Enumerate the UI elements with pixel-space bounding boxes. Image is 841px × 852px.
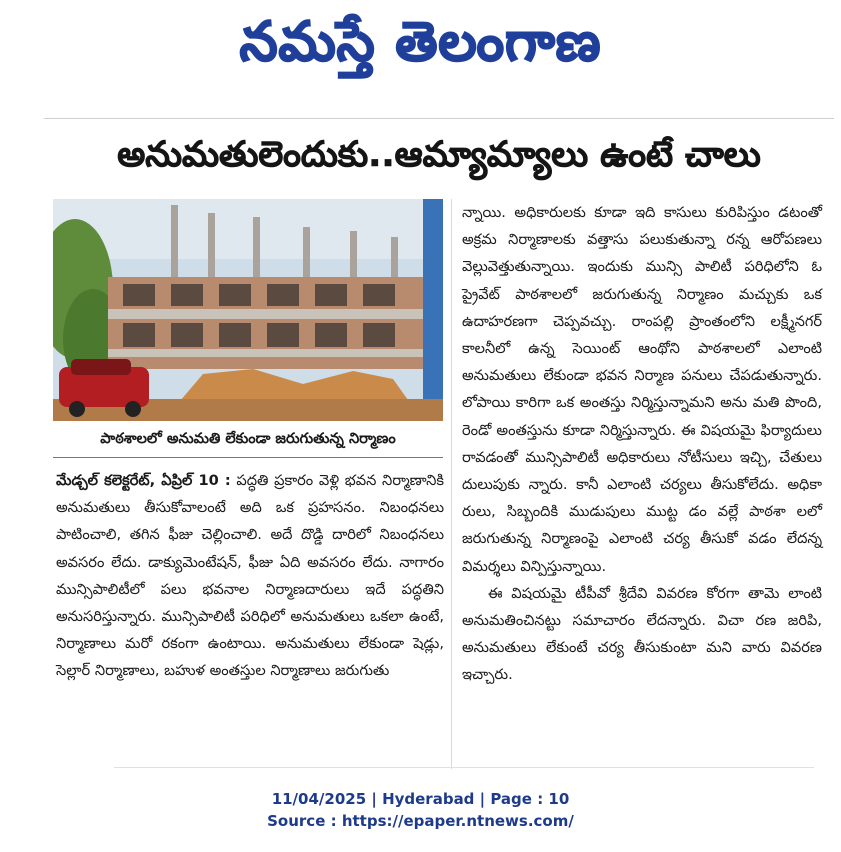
page-footer	[0, 788, 841, 832]
construction-photo-illustration	[53, 199, 443, 421]
masthead	[0, 0, 841, 90]
article-paragraph: న్నాయి. అధికారులకు కూడా ఇది కాసులు కురిపిస్తుం డటంతో అక్రమ నిర్మాణాలకు వత్తాసు పలుకుతున్నా రన్న ఆరోపణలు వెల్లువెత్తుతున్నాయి. ఇందుకు మున్సి పాలిటీ పరిధిలోని ఓ ప్రైవేట్ పాఠశాలలో జరుగుతున్న నిర్మాణం మచ్చుకు ఒక ఉదాహరణగా చెప్పవచ్చు. రాంపల్లి ప్రాంతంలోని లక్ష్మీనగర్ కాలనీలో ఉన్న సెయింట్ ఆంథోని పాఠశాలలో ఎలాంటి అనుమతులు లేకుండా భవన నిర్మాణ పనులు చేపడుతున్నారు. లోపాయి కారిగా ఒక అంతస్తు నిర్మిస్తున్నామని అను మతి పొంది, రెండో అంతస్తును కూడా నిర్మిస్తున్నారు. ఈ విషయమై ఫిర్యాదులు రావడంతో మున్సిపాలిటీ అధికారులు నోటీసులు ఇచ్చి, చేతులు దులుపుకు న్నారు. కానీ ఎలాంటి చర్యలు తీసుకోలేదు. అధికా రులు, సిబ్బందికి ముడుపులు ముట్ట డం వల్లే పాఠశా లలో జరుగుతున్న నిర్మాణంపై ఎలాంటి చర్య తీసుకో వడం లేదన్న విమర్శలు విన్పిస్తున్నాయి.	[462, 204, 822, 575]
column-divider	[451, 199, 452, 769]
article-body-text: పద్ధతి ప్రకారం వెళ్లి భవన నిర్మాణానికి అనుమతులు తీసుకోవాలంటే అది ఒక ప్రహసనం. నిబంధనలు పాటించాలి, తగిన ఫీజు చెల్లించాలి. అదే దొడ్డి దారిలో నిబంధనలు అవసరం లేదు. డాక్యుమెంటేషన్, ఫీజు ఏది అవసరం లేదు. నాగారం మున్సిపాలిటీలో పలు భవనాల నిర్మాణదారులు ఇదే పద్ధతిని అనుసరిస్తున్నారు. మున్సిపాలిటీ పరిధిలో అనుమతులు ఒకలా ఉంటే, నిర్మాణాలు మరో రకంగా ఉంటాయి. అనుమతులు లేకుండా షెడ్లు, సెల్లార్ నిర్మాణాలు, బహుళ అంతస్తుల నిర్మాణాలు జరుగుతు	[56, 472, 445, 680]
photo-caption: పాఠశాలలో అనుమతి లేకుండా జరుగుతున్న నిర్మాణం	[53, 421, 443, 458]
article-column-left	[56, 467, 444, 685]
article-headline: అనుమతులెందుకు..ఆమ్యామ్యాలు ఉంటే చాలు	[117, 135, 761, 175]
edition-info: 11/04/2025 | Hyderabad | Page : 10	[271, 790, 570, 808]
article-paragraph: ఈ విషయమై టీపీవో శ్రీదేవి వివరణ కోరగా తామె లాంటి అనుమతించినట్టు సమాచారం లేదన్నారు. విచా రణ జరిపి, అనుమతులు లేకుంటే చర్య తీసుకుంటా మని వారు వివరణ ఇచ్చారు.	[462, 584, 822, 684]
news-clipping	[44, 118, 834, 774]
article-column-right	[462, 199, 822, 689]
article-photo	[53, 199, 443, 421]
newspaper-logo: నమస్తే తెలంగాణ	[239, 10, 602, 73]
source-link[interactable]: Source : https://epaper.ntnews.com/	[267, 812, 574, 830]
article-paragraph	[56, 467, 444, 685]
article-dateline: మేడ్చల్ కలెక్టరేట్, ఏప్రిల్ 10 :	[56, 472, 231, 489]
clipping-bottom-edge	[114, 767, 814, 778]
